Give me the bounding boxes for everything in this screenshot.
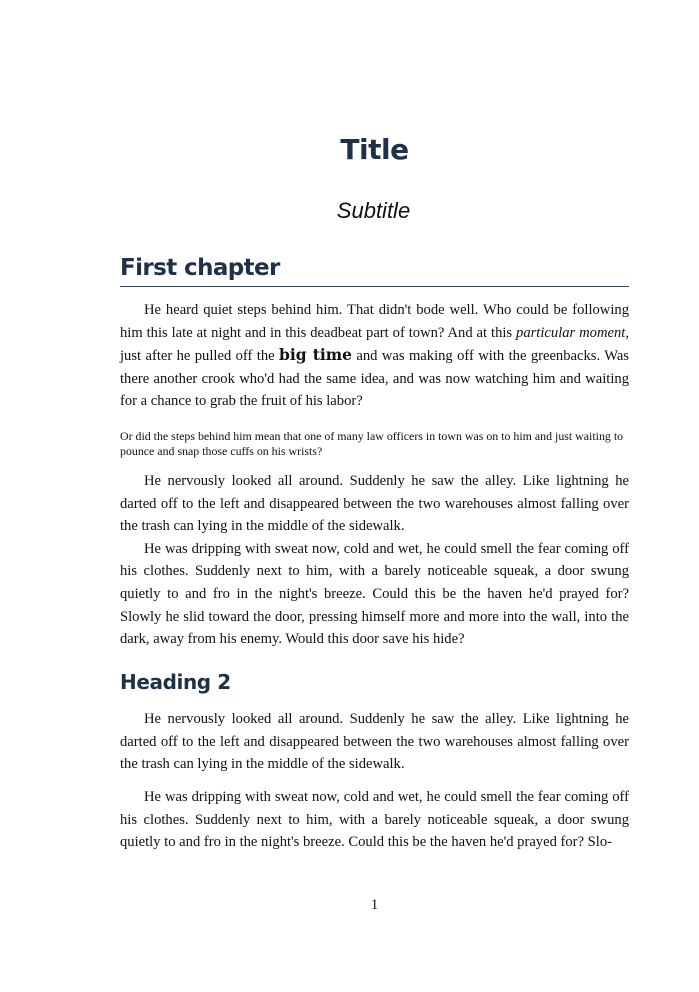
document-title: Title — [340, 133, 409, 166]
section-2-block-b — [120, 786, 629, 854]
paragraph: He was dripping with sweat now, cold and wet, he could smell the fear coming off his clothes. Suddenly next to him, with a barely noticeable squeak, a door swung quietly to and fro in the night's breeze. Could this be the haven he'd prayed for? Slowly he slid toward the door, pressing himself more and more into the wall, into the dark, away from his enemy. Would this door save his hide? — [120, 540, 629, 648]
paragraph-text: just after he pulled off the — [120, 348, 279, 365]
section-2-block-a — [120, 708, 629, 776]
heading-2: Heading 2 — [120, 670, 231, 694]
paragraph: He nervously looked all around. Suddenly he saw the alley. Like lightning he darted off to the left and disappeared between the two warehouses almost falling over the trash can lying in the middle of the sidewalk. — [120, 711, 629, 773]
section-1-block-a — [120, 299, 629, 413]
paragraph: He nervously looked all around. Suddenly he saw the alley. Like lightning he darted off to the left and disappeared between the two warehouses almost falling over the trash can lying in the middle of the sidewalk. — [120, 473, 629, 535]
paragraph-big-text: big time — [279, 345, 353, 365]
paragraph-text: and was making off with the greenbacks. Was there another crook who'd had the same idea, and was now watching him and waiting for a chance to grab the fruit of his labor? — [120, 348, 629, 410]
small-note: Or did the steps behind him mean that one of many law officers in town was on to him and just waiting to pounce and snap those cuffs on his wrists? — [120, 429, 624, 458]
chapter-heading: First chapter — [120, 253, 629, 287]
paragraph-text: He heard quiet steps behind him. That didn't bode well. Who could be following him this late at night and in this deadbeat part of town? And at this — [120, 302, 629, 341]
section-1-block-b — [120, 470, 629, 651]
paragraph — [120, 299, 629, 413]
page-number: 1 — [370, 897, 379, 913]
document-subtitle: Subtitle — [336, 198, 411, 223]
paragraph-emphasis: particular moment, — [516, 324, 629, 341]
paragraph: He was dripping with sweat now, cold and wet, he could smell the fear coming off his clothes. Suddenly next to him, with a barely noticeable squeak, a door swung quietly to and fro in the night's breeze. Could this be the haven he'd prayed for? Slo- — [120, 789, 629, 851]
